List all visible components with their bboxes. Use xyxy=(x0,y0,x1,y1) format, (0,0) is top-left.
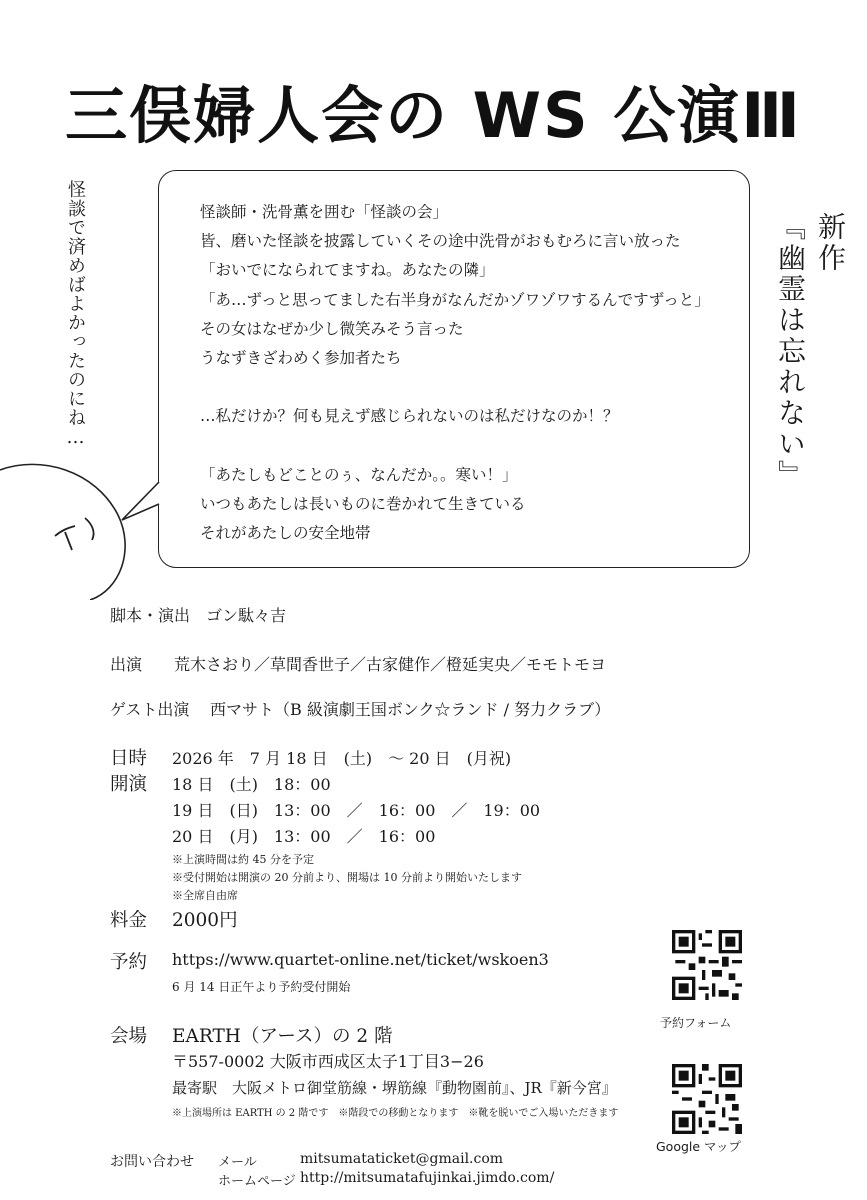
new-work-title: 『幽霊は忘れない』 xyxy=(774,212,807,491)
bubble-line xyxy=(200,432,710,461)
aside-vertical-text: 怪談で済めばよかったのにね… xyxy=(65,180,86,449)
contact-mail[interactable]: mitsumataticket@gmail.com xyxy=(300,1151,504,1167)
reservation-note: 6 月 14 日正午より予約受付開始 xyxy=(172,980,351,994)
speech-bubble-tail xyxy=(120,478,162,530)
schedule-note: ※受付開始は開演の 20 分前より、開場は 10 分前より開始いたします xyxy=(172,871,522,884)
cast-list: 荒木さおり／草間香世子／古家健作／橙延実央／モモトモヨ xyxy=(174,655,607,674)
guest-label: ゲスト出演 xyxy=(110,700,190,719)
bubble-line: 怪談師・洗骨薫を囲む「怪談の会」 xyxy=(200,203,449,221)
venue-station: 最寄駅 大阪メトロ御堂筋線・堺筋線『動物園前』、JR『新今宮』 xyxy=(172,1079,617,1097)
guest-info: 西マサト（B 級演劇王国ボンク☆ランド / 努力クラブ） xyxy=(210,700,611,719)
reservation-qr-caption: 予約フォーム xyxy=(660,1016,732,1030)
bubble-text xyxy=(200,198,710,548)
reservation-qr-code[interactable] xyxy=(672,930,742,1000)
bubble-line: 皆、磨いた怪談を披露していくその途中洗骨がおもむろに言い放った xyxy=(200,232,681,251)
bubble-line: うなずきざわめく参加者たち xyxy=(200,348,402,367)
new-work-block xyxy=(770,212,850,491)
date-label: 日時 xyxy=(110,748,148,769)
price-label: 料金 xyxy=(110,910,148,931)
bubble-line: その女はなぜか少し微笑みそう言った xyxy=(200,319,464,338)
venue-label: 会場 xyxy=(110,1026,148,1047)
show-label: 開演 xyxy=(110,774,148,795)
bubble-line: 「あ…ずっと思ってました右半身がなんだかゾワゾワするんですずっと」 xyxy=(200,290,710,309)
venue-note: ※上演場所は EARTH の 2 階です ※階段での移動となります ※靴を脱いでご入場いただきます xyxy=(172,1108,619,1119)
schedule-note: ※全席自由席 xyxy=(172,889,238,902)
script-direction-credit: 脚本・演出 ゴン駄々吉 xyxy=(110,606,287,625)
contact-label: お問い合わせ xyxy=(110,1154,194,1170)
show-time: 20 日 (月) 13：00 ／ 16：00 xyxy=(172,827,436,846)
bubble-line: 「あたしもどことのぅ、なんだか。。寒い！」 xyxy=(200,465,518,484)
show-time: 19 日 (日) 13：00 ／ 16：00 ／ 19：00 xyxy=(172,801,541,820)
reservation-label: 予約 xyxy=(110,952,148,973)
new-work-label: 新作 xyxy=(814,212,847,274)
schedule-note: ※上演時間は約 45 分を予定 xyxy=(172,853,314,866)
date-value: 2026 年 7 月 18 日 (土) 〜 20 日 (月祝) xyxy=(172,749,512,768)
bubble-line: 「おいでになられてますね。あなたの隣」 xyxy=(200,261,495,280)
show-time: 18 日 (土) 18：00 xyxy=(172,775,331,794)
bubble-line: …私だけか？何も見えず感じられないのは私だけなのか！？ xyxy=(200,407,619,426)
bubble-line xyxy=(200,373,710,402)
contact-mail-label: メール xyxy=(218,1155,257,1170)
cast-label: 出演 xyxy=(110,655,143,674)
venue-address: 〒557-0002 大阪市西成区太子1丁目3−26 xyxy=(172,1052,484,1071)
map-qr-caption: Google マップ xyxy=(656,1139,742,1154)
contact-web-label: ホームページ xyxy=(218,1174,296,1189)
bubble-line: いつもあたしは長いものに巻かれて生きている xyxy=(200,494,526,513)
page-title: 三俣婦人会の WS 公演Ⅲ xyxy=(65,79,802,152)
reservation-url[interactable]: https://www.quartet-online.net/ticket/wskoen3 xyxy=(172,950,549,969)
bubble-line: それがあたしの安全地帯 xyxy=(200,524,371,543)
contact-web[interactable]: http://mitsumatafujinkai.jimdo.com/ xyxy=(300,1170,555,1186)
map-qr-code[interactable] xyxy=(672,1064,742,1134)
venue-name: EARTH（アース）の 2 階 xyxy=(172,1026,393,1047)
price-value: 2000円 xyxy=(172,910,238,931)
